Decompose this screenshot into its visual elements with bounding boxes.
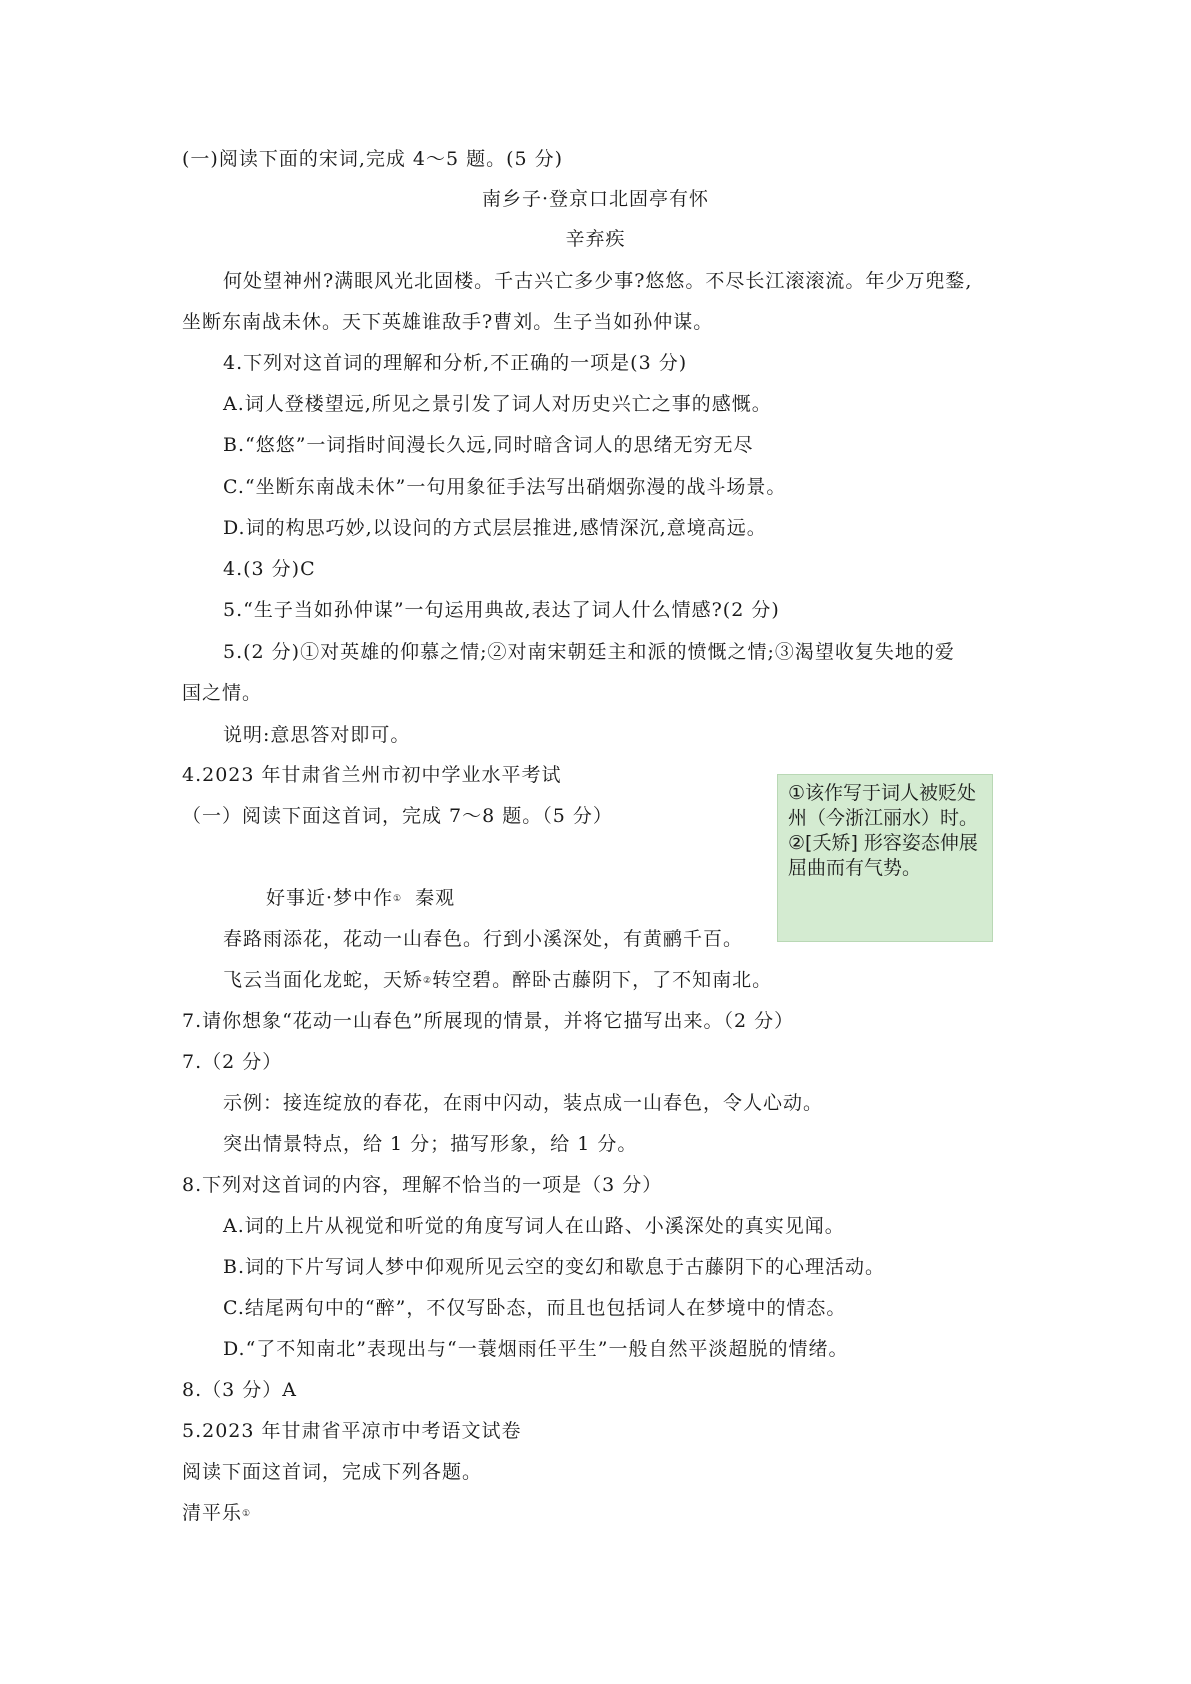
question-5: 5.“生子当如孙仲谋”一句运用典故,表达了词人什么情感?(2 分): [223, 599, 780, 621]
section3-intro: 阅读下面这首词，完成下列各题。: [182, 1461, 483, 1483]
poem-title: 南乡子·登京口北固亭有怀: [481, 188, 710, 210]
answer-7-rubric: 突出情景特点，给 1 分；描写形象，给 1 分。: [223, 1133, 638, 1155]
option-a: A.词的上片从视觉和听觉的角度写词人在山路、小溪深处的真实见闻。: [223, 1215, 845, 1237]
question-4: 4.下列对这首词的理解和分析,不正确的一项是(3 分): [223, 352, 688, 374]
poem-author: 秦观: [415, 887, 456, 909]
poem-line-part: 飞云当面化龙蛇，天矫: [223, 969, 424, 991]
poem-title: [182, 1500, 251, 1527]
footnote-mark: ①: [242, 1509, 252, 1519]
annotation-text: ①该作写于词人被贬处州（今浙江丽水）时。②[夭矫] 形容姿态伸展屈曲而有气势。: [788, 782, 979, 879]
option-d: D.“了不知南北”表现出与“一蓑烟雨任平生”一般自然平淡超脱的情绪。: [223, 1338, 849, 1360]
poem-line-part: 转空碧。醉卧古藤阴下，了不知南北。: [432, 969, 773, 991]
section1-intro: (一)阅读下面的宋词,完成 4～5 题。(5 分): [182, 148, 564, 170]
poem-line: [223, 967, 772, 994]
option-c: C.“坐断东南战未休”一句用象征手法写出硝烟弥漫的战斗场景。: [223, 476, 787, 498]
answer-5-line: 国之情。: [182, 682, 263, 704]
poem-line: 何处望神州?满眼风光北固楼。千古兴亡多少事?悠悠。不尽长江滚滚流。年少万兜鍪,: [223, 270, 973, 292]
section3-heading: 5.2023 年甘肃省平凉市中考语文试卷: [182, 1420, 522, 1442]
annotation-box: [777, 774, 993, 942]
poem-title-text: 清平乐: [182, 1502, 243, 1524]
question-8: 8.下列对这首词的内容，理解不恰当的一项是（3 分）: [182, 1174, 663, 1196]
footnote-mark: ①: [393, 894, 403, 904]
answer-note: 说明:意思答对即可。: [223, 724, 411, 746]
answer-5-line: 5.(2 分)①对英雄的仰慕之情;②对南宋朝廷主和派的愤慨之情;③渴望收复失地的爱: [223, 641, 955, 663]
answer-7-example: 示例：接连绽放的春花，在雨中闪动，装点成一山春色，令人心动。: [223, 1092, 824, 1114]
question-7: 7.请你想象“花动一山春色”所展现的情景，并将它描写出来。（2 分）: [182, 1010, 795, 1032]
option-b: B.词的下片写词人梦中仰观所见云空的变幻和歇息于古藤阴下的心理活动。: [223, 1256, 886, 1278]
answer-4: 4.(3 分)C: [223, 558, 316, 580]
answer-7-score: 7.（2 分）: [182, 1051, 283, 1073]
footnote-mark: ②: [423, 976, 433, 986]
section2-intro: （一）阅读下面这首词，完成 7～8 题。（5 分）: [182, 805, 613, 827]
poem-line: 坐断东南战未休。天下英雄谁敌手?曹刘。生子当如孙仲谋。: [182, 311, 714, 333]
answer-8: 8.（3 分）A: [182, 1379, 297, 1401]
option-b: B.“悠悠”一词指时间漫长久远,同时暗含词人的思绪无穷无尽: [223, 434, 754, 456]
option-c: C.结尾两句中的“醉”，不仅写卧态，而且也包括词人在梦境中的情态。: [223, 1297, 847, 1319]
poem-title: [266, 885, 455, 912]
section2-heading: 4.2023 年甘肃省兰州市初中学业水平考试: [182, 764, 562, 786]
poem-line: 春路雨添花，花动一山春色。行到小溪深处，有黄鹂千百。: [223, 928, 744, 950]
poem-author: 辛弃疾: [565, 228, 626, 250]
poem-title-text: 好事近·梦中作: [266, 887, 394, 909]
option-d: D.词的构思巧妙,以设问的方式层层推进,感情深沉,意境高远。: [223, 517, 767, 539]
option-a: A.词人登楼望远,所见之景引发了词人对历史兴亡之事的感慨。: [223, 393, 772, 415]
